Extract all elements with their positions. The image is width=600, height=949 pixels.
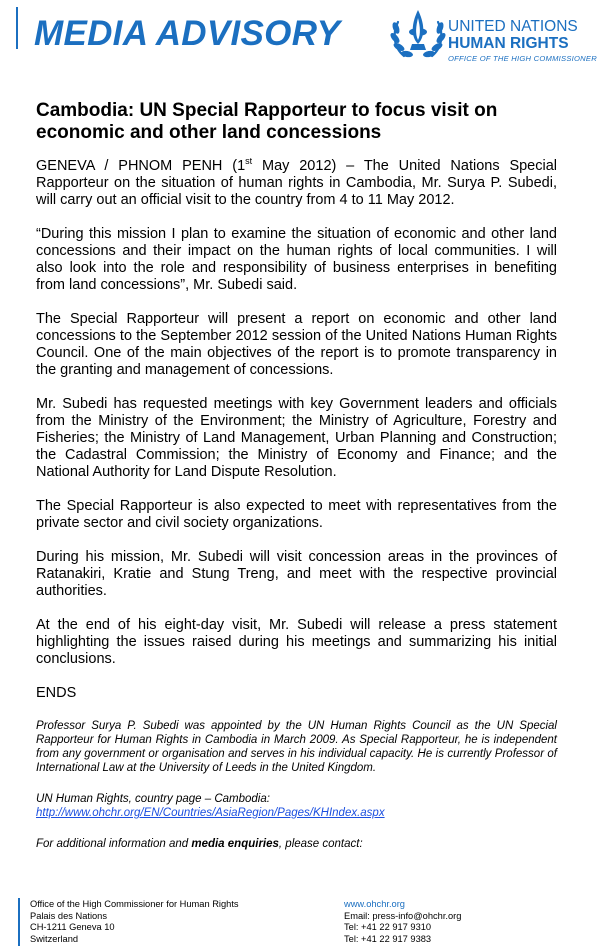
footer-email: Email: press-info@ohchr.org [344, 910, 462, 921]
media-enquiries-bold: media enquiries [191, 838, 279, 850]
footer-address-line: Office of the High Commissioner for Human Rights [30, 899, 239, 909]
paragraph: “During this mission I plan to examine the situation of economic and other land concessions and their impact on the human rights of local communities. I will also look into the role and responsibility of business enterprises in benefiting from land concessions”, Mr. Subedi said. [36, 226, 557, 293]
header-accent-rule [16, 7, 18, 49]
footer-contacts [344, 899, 461, 945]
ordinal-superscript: st [245, 156, 253, 167]
footer [18, 898, 588, 946]
logo-text-united-nations: UNITED NATIONS [448, 18, 578, 35]
paragraph: The Special Rapporteur is also expected to meet with representatives from the private sector and civil society organizations. [36, 498, 557, 531]
headline: Cambodia: UN Special Rapporteur to focus visit on economic and other land concessions [36, 100, 498, 143]
rapporteur-bio: Professor Surya P. Subedi was appointed by the UN Human Rights Council as the UN Special Rapporteur for Human Rights in Cambodia in March 2009. As Special Rapporteur, he is independent from any government or organisation and serves in his individual capacity. He is currently Professor of International Law at the University of Leeds in the United Kingdom. [36, 720, 557, 774]
country-page-link[interactable]: http://www.ohchr.org/EN/Countries/AsiaRegion/Pages/KHIndex.aspx [36, 807, 385, 819]
paragraph: Mr. Subedi has requested meetings with key Government leaders and officials from the Ministry of the Environment; the Ministry of Agriculture, Forestry and Fisheries; the Ministry of Land Management, Urban Planning and Construction; the Cadastral Commission; the Ministry of Economy and Finance; and the National Authority for Land Dispute Resolution. [36, 396, 557, 480]
footer-phone: Tel: +41 22 917 9383 [344, 933, 432, 944]
contact-note: For additional information and media enquiries, please contact: [36, 838, 363, 850]
country-page-note [36, 792, 557, 820]
paragraph: The Special Rapporteur will present a report on economic and other land concessions to the September 2012 session of the United Nations Human Rights Council. One of the main objectives of the report is to promote transparency in the granting and management of concessions. [36, 311, 557, 378]
paragraph: During his mission, Mr. Subedi will visit concession areas in the provinces of Ratanakiri, Kratie and Stung Treng, and meet with the respective provincial authorities. [36, 549, 557, 599]
footer-accent-rule [18, 898, 20, 946]
footer-phone: Tel: +41 22 917 9310 [344, 922, 432, 932]
logo-text-office: OFFICE OF THE HIGH COMMISSIONER [448, 54, 597, 63]
article-body [36, 158, 557, 868]
media-advisory-title: MEDIA ADVISORY [34, 14, 341, 53]
country-page-label: UN Human Rights, country page – Cambodia: [36, 793, 270, 805]
footer-address-line: CH-1211 Geneva 10 [30, 922, 115, 932]
footer-address-line: Palais des Nations [30, 910, 107, 921]
intro-paragraph: GENEVA / PHNOM PENH (1st May 2012) – The United Nations Special Rapporteur on the situation of human rights in Cambodia, Mr. Surya P. Subedi, will carry out an official visit to the country from 4 to 11 May 2012. [36, 156, 557, 208]
un-human-rights-logo [390, 4, 597, 66]
paragraph: At the end of his eight-day visit, Mr. Subedi will release a press statement highlighting the issues raised during his meetings and summarizing his initial conclusions. [36, 617, 557, 667]
ends-marker: ENDS [36, 685, 77, 701]
footer-address [30, 899, 239, 945]
un-laurel-emblem-icon [390, 4, 446, 64]
footer-website-link[interactable]: www.ohchr.org [344, 899, 405, 909]
logo-text-human-rights: HUMAN RIGHTS [448, 35, 569, 52]
footer-address-line: Switzerland [30, 933, 79, 944]
